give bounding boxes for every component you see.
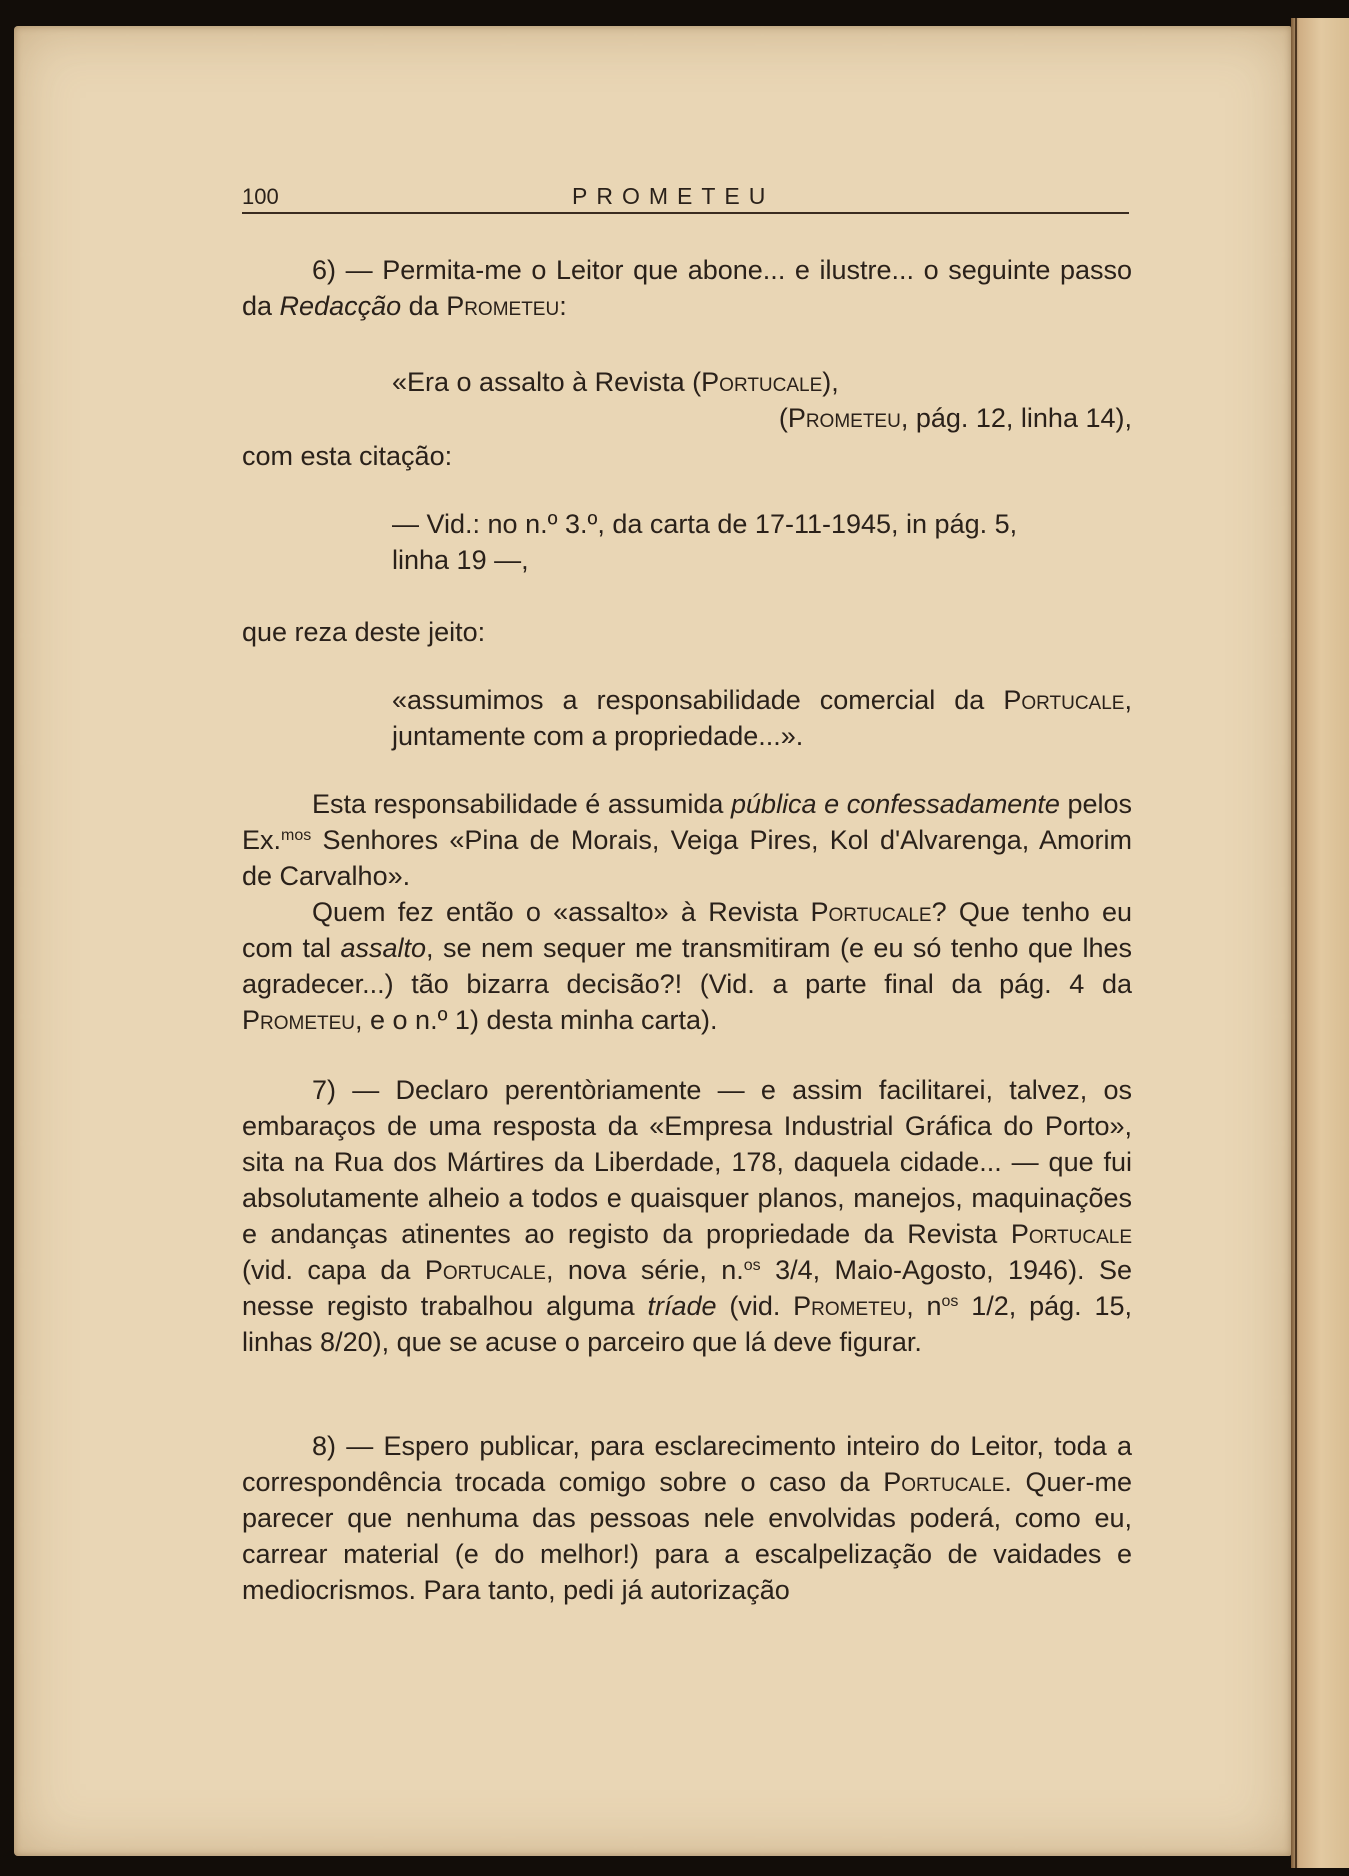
quote-1-line-1 <box>392 364 1132 400</box>
p7-text: 7) — Declaro perentòriamente — e assim facilitarei, talvez, os embaraços de uma resposta da «Empresa Industrial Gráfica do Porto», sita na Rua dos Mártires da Liberdade, 178, daquela cidade... — que fui absolutamente alheio a todos e quaisquer planos, manejos, maquinações e andanças atinentes ao registo da propriedade da Revista <box>242 1075 1132 1249</box>
quote-1-ref: ( <box>778 403 788 433</box>
quote-2-smallcaps: Portucale <box>1003 685 1125 715</box>
quem-italic: assalto <box>340 933 427 963</box>
p7-text-7: 1/2, pág. 15, linhas 8/20), que se acuse o parceiro que lá deve figurar. <box>242 1291 1132 1357</box>
vid-line-1: — Vid.: no n.º 3.º, da carta de 17-11-1945, in pág. 5, <box>392 509 1018 539</box>
quote-1-line-2 <box>392 400 1132 436</box>
citation-intro: com esta citação: <box>242 441 453 471</box>
p7-smallcaps-2: Portucale <box>424 1255 546 1285</box>
paragraph-responsibility <box>242 786 1132 894</box>
p7-text-5: (vid. <box>716 1291 794 1321</box>
vid-reference <box>392 506 1132 578</box>
p7-sup: os <box>743 1257 761 1274</box>
resp-text-2: pelos Ex. <box>242 789 1132 855</box>
paragraph-quem <box>242 894 1132 1038</box>
p7-text-4: 3/4, Maio-Agosto, 1946). Se nesse registo trabalhou alguma <box>242 1255 1132 1321</box>
paragraph-6 <box>242 252 1132 324</box>
p7-text-6: , n <box>906 1291 942 1321</box>
p6-text: 6) — Permita-me o Leitor que abone... e ilustre... o seguinte passo da <box>242 255 1132 321</box>
p6-italic: Redacção <box>279 291 402 321</box>
quote-1-ref-smallcaps: Prometeu <box>787 403 901 433</box>
p7-text-3: , nova série, n. <box>545 1255 744 1285</box>
quem-text-2: ? Que tenho eu com tal <box>242 897 1132 963</box>
p6-smallcaps: Prometeu <box>446 291 560 321</box>
quote-2-text: «assumimos a responsabilidade comercial da <box>392 685 1004 715</box>
p8-smallcaps: Portucale <box>883 1467 1005 1497</box>
resp-text-3: Senhores «Pina de Morais, Veiga Pires, Kol d'Alvarenga, Amorim de Carvalho». <box>242 825 1132 891</box>
resp-sup: mos <box>281 827 312 844</box>
spine-edge <box>1295 18 1297 1868</box>
quote-1-smallcaps: Portucale <box>701 367 823 397</box>
p7-text-2: (vid. capa da <box>242 1255 425 1285</box>
p8-text: 8) — Espero publicar, para esclarecimento inteiro do Leitor, toda a correspondência trocada comigo sobre o caso da <box>242 1431 1132 1497</box>
quote-1-ref-2: , pág. 12, linha 14), <box>900 403 1132 433</box>
paragraph-7 <box>242 1072 1132 1360</box>
quote-1-text-2: ), <box>822 367 839 397</box>
resp-text: Esta responsabilidade é assumida <box>312 789 732 819</box>
p7-smallcaps: Portucale <box>1010 1219 1132 1249</box>
running-title: PROMETEU <box>572 183 775 209</box>
quem-smallcaps-2: Prometeu <box>242 1005 356 1035</box>
quem-text: Quem fez então o «assalto» à Revista <box>312 897 811 927</box>
quem-smallcaps: Portucale <box>810 897 932 927</box>
vid-line-2: linha 19 —, <box>392 545 529 575</box>
reza-line: que reza deste jeito: <box>242 617 486 647</box>
quote-2-text-2: , juntamente com a propriedade...». <box>392 685 1132 751</box>
quote-1 <box>392 364 1132 436</box>
running-header <box>242 180 1129 214</box>
quote-1-text: «Era o assalto à Revista ( <box>392 367 702 397</box>
page-number: 100 <box>242 184 279 209</box>
p8-text-2: . Quer-me parecer que nenhuma das pessoas nele envolvidas poderá, como eu, carrear material (e do melhor!) para a escalpelização de vaidades e mediocrismos. Para tanto, pedi já autorização <box>242 1467 1132 1605</box>
p7-smallcaps-3: Prometeu <box>793 1291 907 1321</box>
quem-text-4: , e o n.º 1) desta minha carta). <box>355 1005 718 1035</box>
p7-sup-2: os <box>941 1293 959 1310</box>
resp-italic: pública e confessadamente <box>731 789 1060 819</box>
paragraph-8 <box>242 1428 1132 1608</box>
p6-text-3: : <box>559 291 567 321</box>
quote-2 <box>392 682 1132 754</box>
p7-italic: tríade <box>647 1291 717 1321</box>
book-spine <box>1291 18 1349 1868</box>
quem-text-3: , se nem sequer me transmitiram (e eu só tenho que lhes agradecer...) tão bizarra decisão?! (Vid. a parte final da pág. 4 da <box>242 933 1132 999</box>
p6-text-2: da <box>401 291 447 321</box>
